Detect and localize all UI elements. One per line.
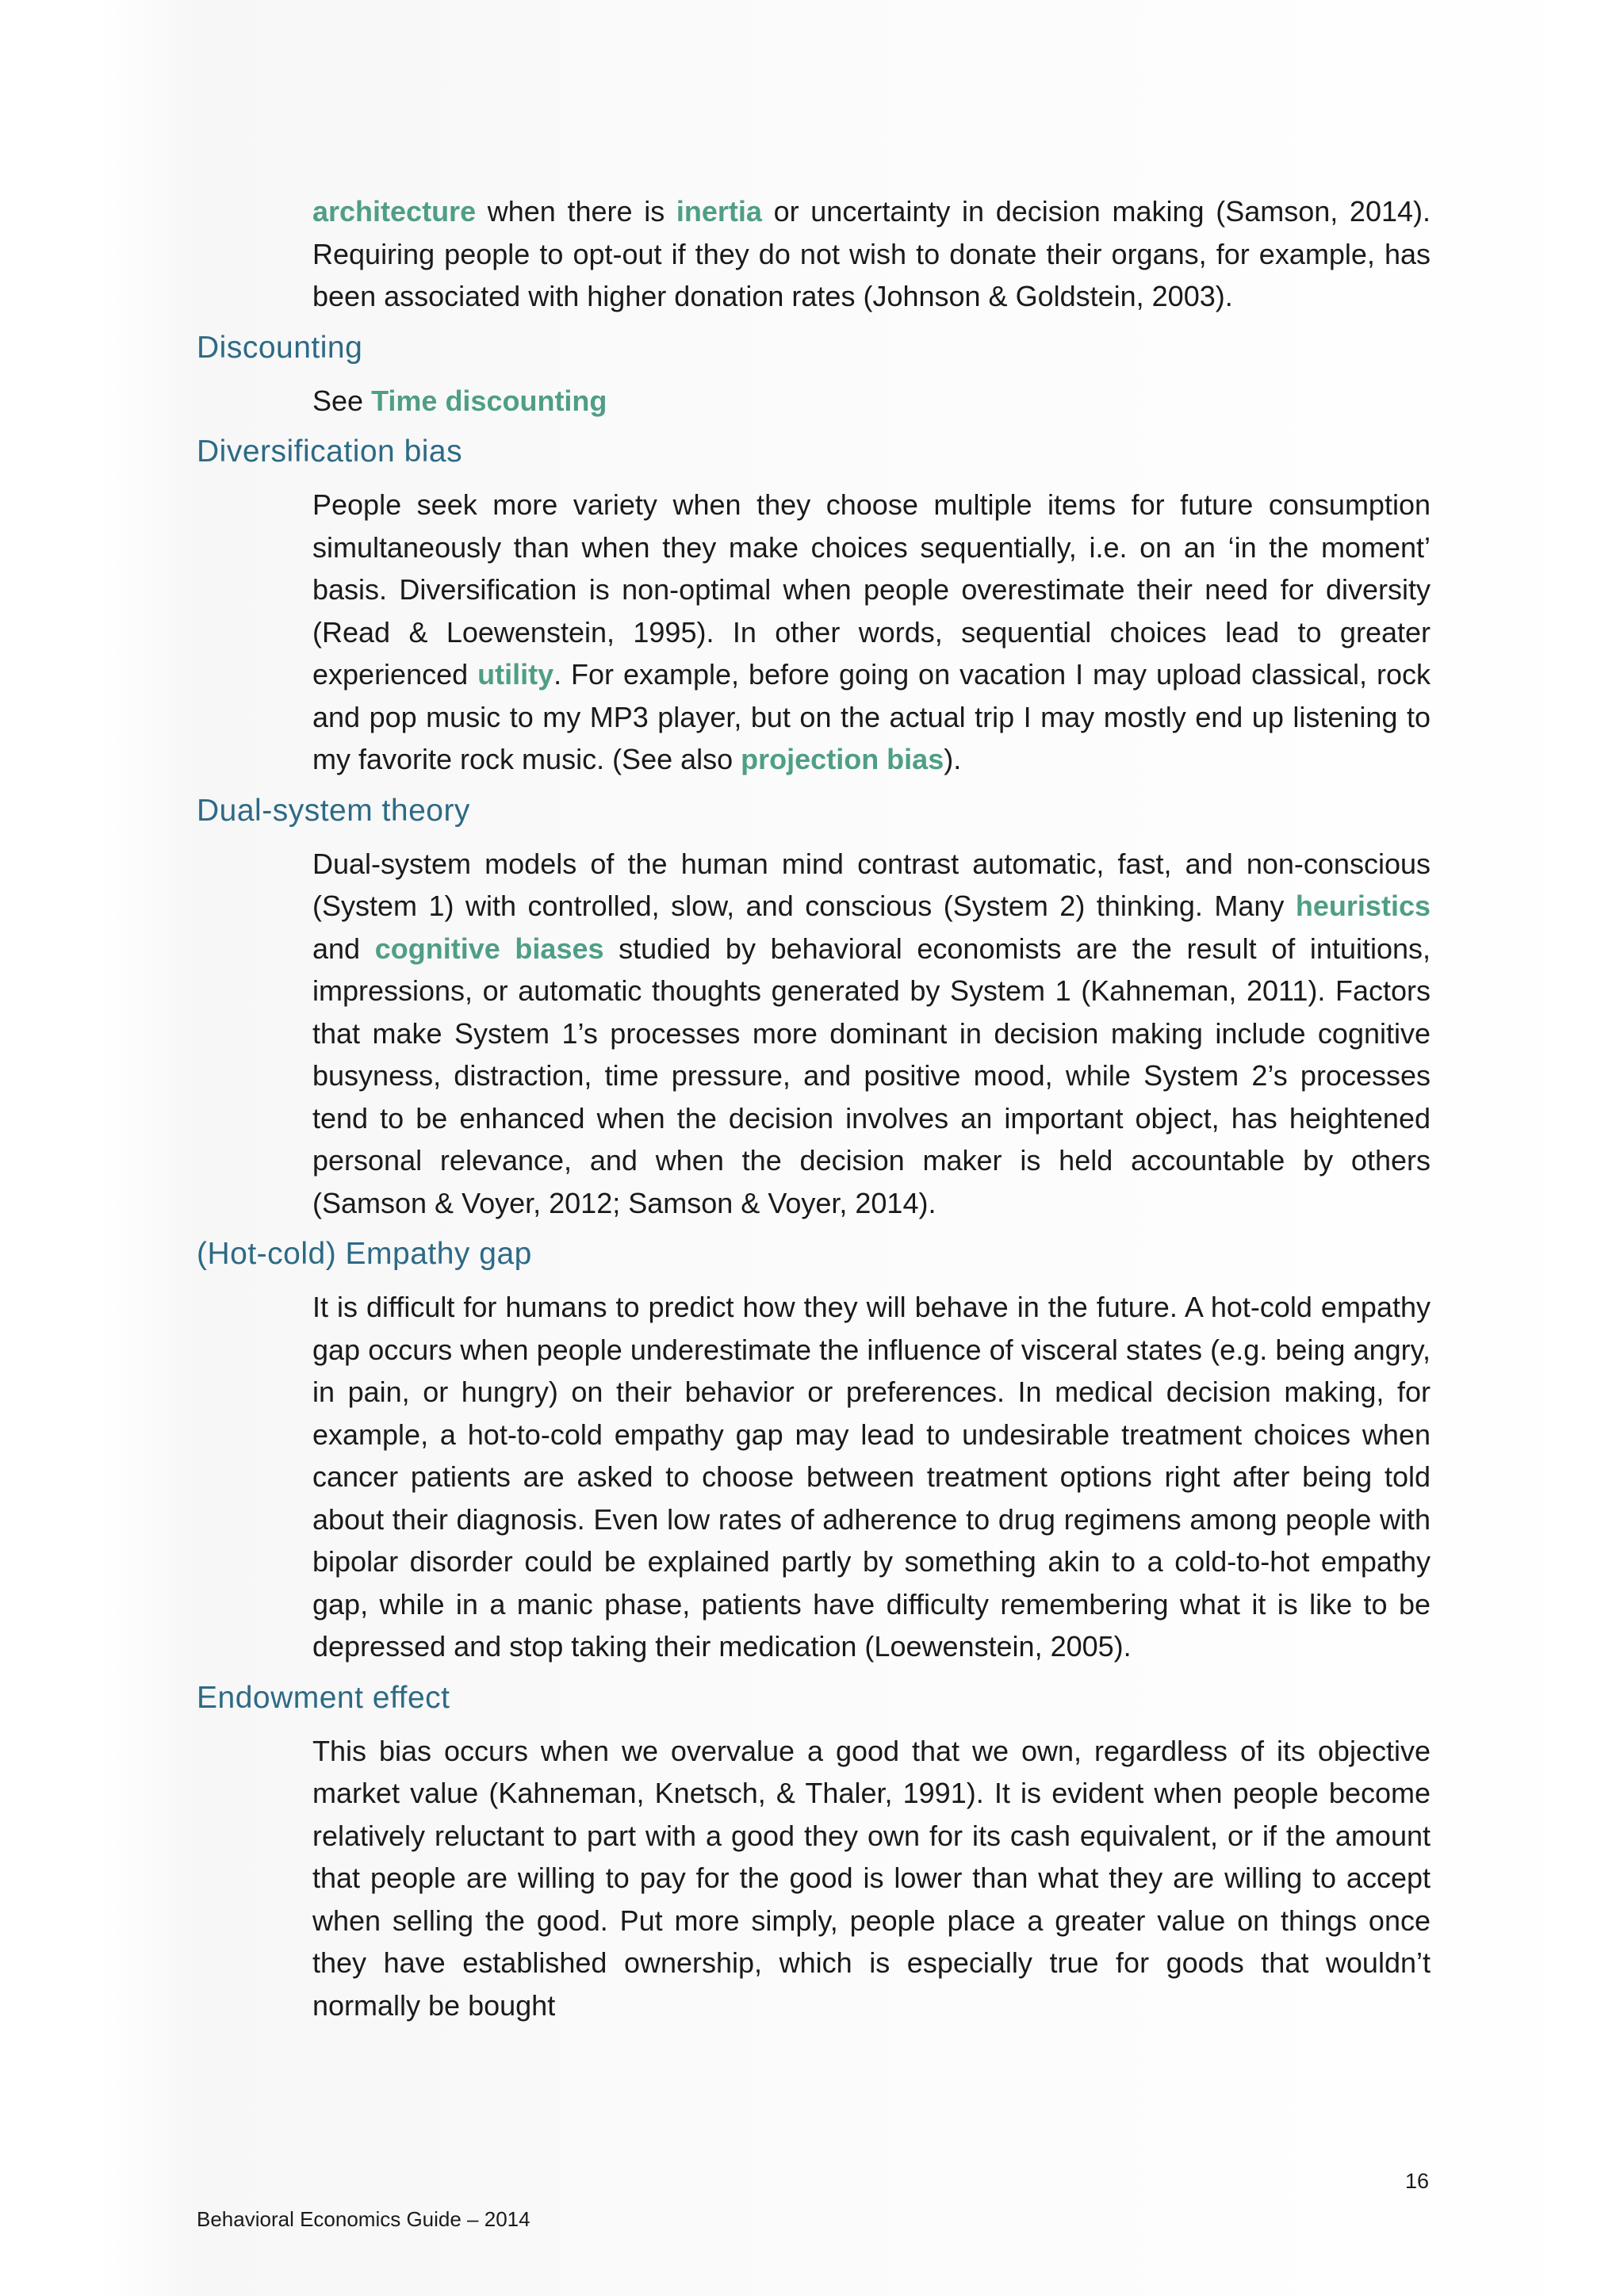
heading-dual-system-theory: Dual-system theory xyxy=(197,793,470,828)
text-run: This bias occurs when we overvalue a good that we own, regardless of its objective market value (Kahneman, Knetsch, & Thaler, 1991). It is evident when people become relatively reluctant to part with a good they own for its cash equivalent, or if the amount that people are willing to pay for the good is lower than what they are willing to accept when selling the good. Put more simply, people place a greater value on things once they have established ownership, which is especially true for goods that wouldn’t normally be bought xyxy=(312,1734,1431,2022)
text-run: and xyxy=(312,932,375,965)
discounting-paragraph xyxy=(312,380,1431,423)
term-link-architecture[interactable]: architecture xyxy=(312,195,477,228)
text-run: It is difficult for humans to predict how they will behave in the future. A hot-cold empathy gap occurs when people underestimate the influence of visceral states (e.g. being angry, in pain, or hungry) on their behavior or preferences. In medical decision making, for example, a hot-to-cold empathy gap may lead to undesirable treatment choices when cancer patients are asked to choose between treatment options right after being told about their diagnosis. Even low rates of adherence to drug regimens among people with bipolar disorder could be explained partly by something akin to a cold-to-hot empathy gap, while in a manic phase, patients have difficulty remembering what it is like to be depressed and stop taking their medication (Loewenstein, 2005). xyxy=(312,1291,1431,1663)
term-link-cognitive-biases[interactable]: cognitive biases xyxy=(374,932,604,965)
term-link-inertia[interactable]: inertia xyxy=(676,195,762,228)
heading-discounting: Discounting xyxy=(197,330,363,365)
heading-diversification-bias: Diversification bias xyxy=(197,434,463,469)
text-run: . For example, before going on vacation I may upload classical, rock and pop music to my MP3 player, but on the actual trip I may mostly end up listening to my favorite rock music. (See also xyxy=(312,658,1431,775)
page-content xyxy=(197,190,1431,2026)
text-run: Dual-system models of the human mind contrast automatic, fast, and non-conscious (System 1) with controlled, slow, and conscious (System 2) thinking. Many xyxy=(312,847,1431,922)
page-number: 16 xyxy=(1404,2169,1429,2193)
heading-endowment-effect: Endowment effect xyxy=(197,1680,450,1715)
diversification-paragraph xyxy=(312,484,1431,781)
dual-system-paragraph xyxy=(312,843,1431,1225)
text-run: People seek more variety when they choose multiple items for future consumption simultaneously than when they make choices sequentially, i.e. on an ‘in the moment’ basis. Diversification is non-optimal when people overestimate their need for diversity (Read & Loewenstein, 1995). In other words, sequential choices lead to greater experienced xyxy=(312,488,1431,691)
endowment-paragraph xyxy=(312,1730,1431,2027)
empathy-gap-paragraph xyxy=(312,1286,1431,1668)
term-link-heuristics[interactable]: heuristics xyxy=(1295,890,1431,922)
term-link-time-discounting[interactable]: Time discounting xyxy=(371,384,607,417)
text-run: See xyxy=(312,384,372,417)
heading-empathy-gap: (Hot-cold) Empathy gap xyxy=(197,1237,532,1271)
text-run: studied by behavioral economists are the result of intuitions, impressions, or automatic thoughts generated by System 1 (Kahneman, 2011). Factors that make System 1’s processes more dominant in decision making include cognitive busyness, distraction, time pressure, and positive mood, while System 2’s processes tend to be enhanced when the decision involves an important object, has heightened personal relevance, and when the decision maker is held accountable by others (Samson & Voyer, 2012; Samson & Voyer, 2014). xyxy=(312,932,1431,1219)
page-footer: Behavioral Economics Guide – 2014 xyxy=(197,2207,530,2231)
text-run: ). xyxy=(944,743,962,775)
text-run: when there is xyxy=(476,195,676,228)
term-link-utility[interactable]: utility xyxy=(477,658,554,691)
term-link-projection-bias[interactable]: projection bias xyxy=(741,743,944,775)
text-run: or uncertainty in decision making (Samson, 2014). Requiring people to opt-out if they do not wish to donate their organs, for example, has been associated with higher donation rates (Johnson & Goldstein, 2003). xyxy=(312,195,1431,312)
intro-paragraph xyxy=(312,190,1431,318)
